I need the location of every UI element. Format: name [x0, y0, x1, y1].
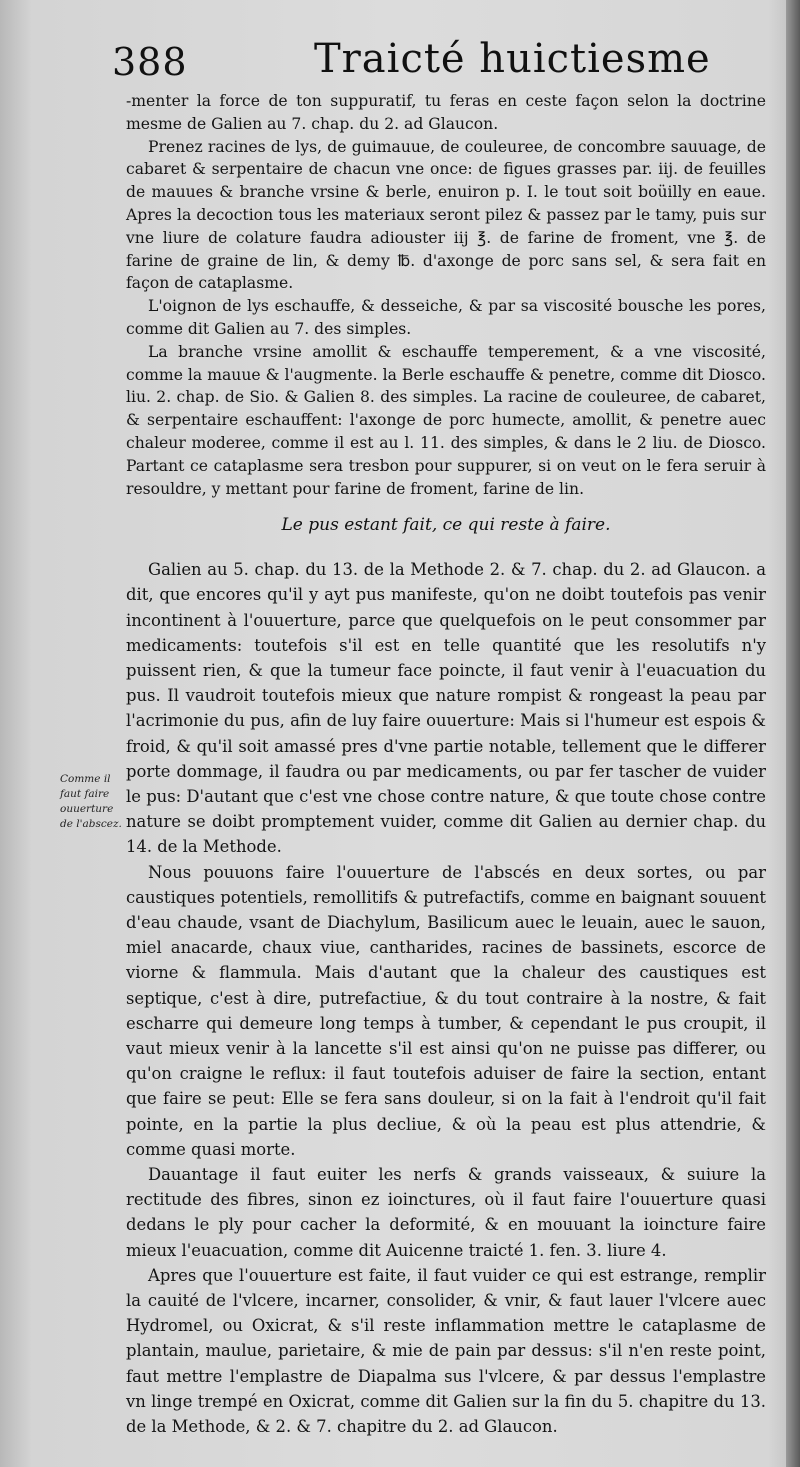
paragraph: Dauantage il faut euiter les nerfs & grands vaisseaux, & suiure la rectitude des fibres, sinon ez ioinctures, où il faut faire l'ouuerture quasi dedans le ply pour cacher la deformité, & en mouuant la ioincture faire mieux l'euacuation, comme dit Auicenne traicté 1. fen. 3. liure 4.	[126, 1165, 766, 1260]
paragraph: Galien au 5. chap. du 13. de la Methode 2. & 7. chap. du 2. ad Glaucon. a dit, que encores qu'il y ayt pus manifeste, qu'on ne doibt toutefois pas venir incontinent à l'ouuerture, parce que quelquefois on le peut consommer par medicaments: toutefois s'il est en telle quantité que les resolutifs n'y puissent rien, & que la tumeur face poincte, il faut venir à l'euacuation du pus. Il vaudroit toutefois mieux que nature rompist & rongeast la peau par l'acrimonie du pus, afin de luy faire ouuerture: Mais si l'humeur est espois & froid, & qu'il soit amassé pres d'vne partie notable, tellement que le differer porte dommage, il faudra ou par medicaments, ou par fer tascher de vuider le pus: D'autant que c'est vne chose contre nature, & que toute chose contre nature se doibt promptement vuider, comme dit Galien au dernier chap. du 14. de la Methode.	[126, 560, 766, 857]
paragraph: -menter la force de ton suppuratif, tu feras en ceste façon selon la doctrine mesme de Galien au 7. chap. du 2. ad Glaucon.	[126, 92, 766, 133]
paragraph: Apres que l'ouuerture est faite, il faut vuider ce qui est estrange, remplir la cauité de l'vlcere, incarner, consolider, & vnir, & faut lauer l'vlcere auec Hydromel, ou Oxicrat, & s'il reste inflammation mettre le cataplasme de plantain, maulue, parietaire, & mie de pain par dessus: s'il n'en reste point, faut mettre l'emplastre de Diapalma sus l'vlcere, & par dessus l'emplastre vn linge trempé en Oxicrat, comme dit Galien sur la fin du 5. chapitre du 13. de la Methode, & 2. & 7. chapitre du 2. ad Glaucon.	[126, 1265, 766, 1437]
section-heading: Le pus estant fait, ce qui reste à faire.	[281, 515, 611, 536]
paragraph: La branche vrsine amollit & eschauffe temperement, & a vne viscosité, comme la mauue & l'augmente. la Berle eschauffe & penetre, comme dit Diosco. liu. 2. chap. de Sio. & Galien 8. des simples. La racine de couleuree, de cabaret, & serpentaire eschauffent: l'axonge de porc humecte, amollit, & penetre auec chaleur moderee, comme il est au l. 11. des simples, & dans le 2 liu. de Diosco. Partant ce cataplasme sera tresbon pour suppurer, si on veut on le fera seruir à resouldre, y mettant pour farine de froment, farine de lin.	[126, 342, 766, 498]
paragraph: Nous pouuons faire l'ouuerture de l'abscés en deux sortes, ou par caustiques potentiels, remollitifs & putrefactifs, comme en baignant souuent d'eau chaude, vsant de Diachylum, Basilicum auec le leuain, auec le sauon, miel anacarde, chaux viue, cantharides, racines de bassinets, escorce de viorne & flammula. Mais d'autant que la chaleur des caustiques est septique, c'est à dire, putrefactiue, & du tout contraire à la nostre, & fait escharre qui demeure long temps à tumber, & cependant le pus croupit, il vaut mieux venir à la lancette s'il est ainsi qu'on ne puisse pas differer, ou qu'on craigne le reflux: il faut toutefois aduiser de faire la section, entant que faire se peut: Elle se fera sans douleur, si on la fait à l'endroit qu'il fait pointe, en la partie la plus decliue, & où la peau est plus attendrie, & comme quasi morte.	[126, 862, 766, 1159]
margin-note-line: ouuerture	[60, 803, 114, 815]
paragraph: L'oignon de lys eschauffe, & desseiche, & par sa viscosité bousche les pores, comme dit Galien au 7. des simples.	[126, 297, 766, 338]
margin-note	[60, 772, 126, 832]
margin-note-line: faut faire	[60, 788, 110, 800]
margin-note-line: Comme il	[60, 773, 111, 785]
body-text	[126, 90, 766, 1439]
page-number: 388	[112, 40, 188, 84]
book-spine-edge	[786, 0, 800, 1467]
running-head: Traicté huictiesme	[314, 36, 711, 82]
paragraph: Prenez racines de lys, de guimauue, de couleuree, de concombre sauuage, de cabaret & serpentaire de chacun vne once: de figues grasses par. iij. de feuilles de mauues & branche vrsine & berle, enuiron p. I. le tout soit boüilly en eaue. Apres la decoction tous les materiaux seront pilez & passez par le tamy, puis sur vne liure de colature faudra adiouster iij ℥. de farine de froment, vne ℥. de farine de graine de lin, & demy ℔. d'axonge de porc sans sel, & sera fait en façon de cataplasme.	[126, 137, 766, 293]
margin-note-line: de l'abscez.	[60, 818, 122, 830]
